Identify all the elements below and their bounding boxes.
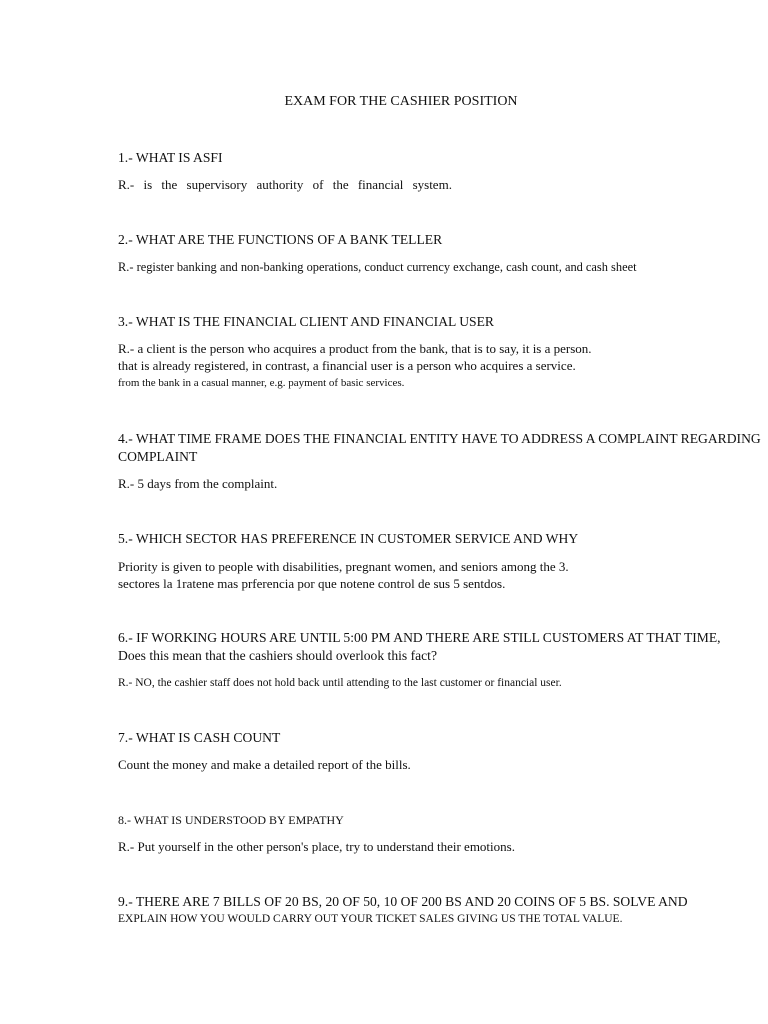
question-3: 3.- WHAT IS THE FINANCIAL CLIENT AND FINANCIAL USER: [118, 314, 494, 329]
answer-5-line-2: sectores la 1ratene mas prferencia por que notene control de sus 5 sentdos.: [118, 576, 506, 591]
answer-3-line-1: R.- a client is the person who acquires a product from the bank, that is to say, it is a person.: [118, 341, 592, 356]
answer-1: R.- is the supervisory authority of the financial system.: [118, 177, 452, 192]
question-4-line-2: COMPLAINT: [118, 449, 198, 464]
question-9-line-1: 9.- THERE ARE 7 BILLS OF 20 BS, 20 OF 50, 10 OF 200 BS AND 20 COINS OF 5 BS. SOLVE AND: [118, 894, 688, 909]
answer-5-line-1: Priority is given to people with disabilities, pregnant women, and seniors among the 3.: [118, 559, 569, 574]
question-6-line-1: 6.- IF WORKING HOURS ARE UNTIL 5:00 PM AND THERE ARE STILL CUSTOMERS AT THAT TIME,: [118, 630, 721, 645]
question-7: 7.- WHAT IS CASH COUNT: [118, 730, 281, 745]
question-8: 8.- WHAT IS UNDERSTOOD BY EMPATHY: [118, 813, 344, 827]
answer-3-line-2: that is already registered, in contrast, a financial user is a person who acquires a service.: [118, 358, 576, 373]
question-1: 1.- WHAT IS ASFI: [118, 150, 223, 165]
question-5: 5.- WHICH SECTOR HAS PREFERENCE IN CUSTOMER SERVICE AND WHY: [118, 531, 579, 546]
question-2: 2.- WHAT ARE THE FUNCTIONS OF A BANK TELLER: [118, 232, 443, 247]
question-4-line-1: 4.- WHAT TIME FRAME DOES THE FINANCIAL ENTITY HAVE TO ADDRESS A COMPLAINT REGARDING: [118, 431, 761, 446]
question-9-line-2: EXPLAIN HOW YOU WOULD CARRY OUT YOUR TICKET SALES GIVING US THE TOTAL VALUE.: [118, 913, 623, 925]
question-6-line-2: Does this mean that the cashiers should overlook this fact?: [118, 648, 437, 663]
answer-8: R.- Put yourself in the other person's place, try to understand their emotions.: [118, 839, 515, 854]
answer-2: R.- register banking and non-banking operations, conduct currency exchange, cash count, and cash sheet: [118, 260, 637, 274]
document-title: EXAM FOR THE CASHIER POSITION: [284, 94, 518, 109]
answer-6: R.- NO, the cashier staff does not hold back until attending to the last customer or financial user.: [118, 677, 562, 689]
answer-4: R.- 5 days from the complaint.: [118, 476, 278, 491]
answer-7: Count the money and make a detailed report of the bills.: [118, 757, 411, 772]
answer-3-line-3: from the bank in a casual manner, e.g. payment of basic services.: [118, 377, 405, 389]
